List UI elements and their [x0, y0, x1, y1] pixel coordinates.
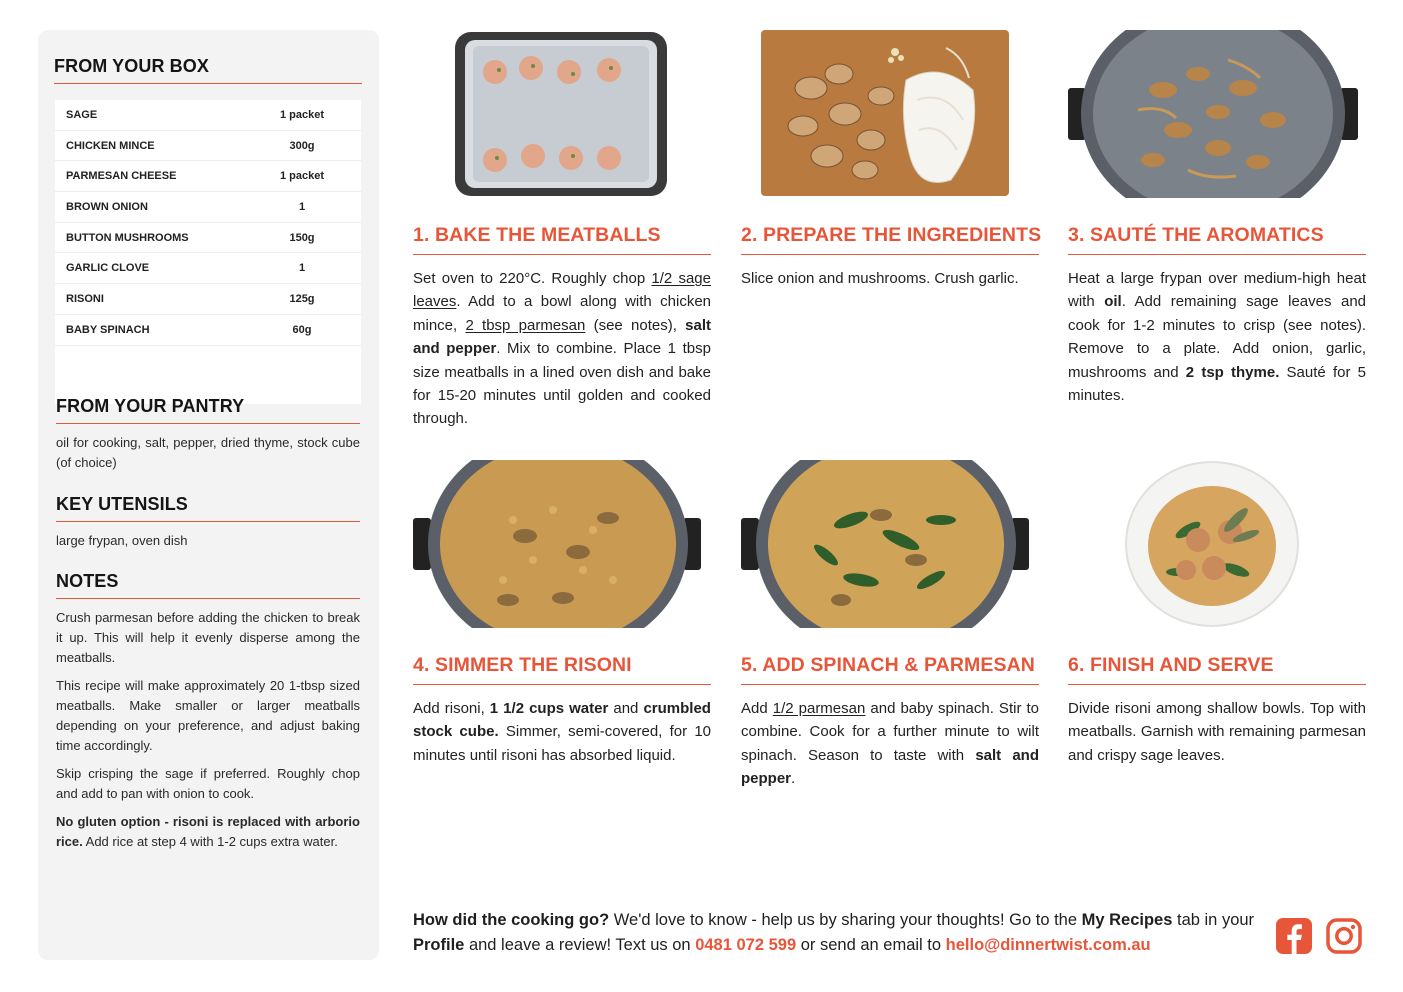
- ingredient-name: GARLIC CLOVE: [66, 262, 150, 275]
- step-5-photo: [741, 460, 1039, 628]
- step-2: [741, 30, 1042, 290]
- ingredient-name: BUTTON MUSHROOMS: [66, 231, 189, 244]
- note-paragraph: [56, 812, 360, 852]
- ingredient-qty: 60g: [292, 323, 312, 336]
- step-4-text: Add risoni, 1 1/2 cups water and crumbled stock cube. Simmer, semi-covered, for 10 minutes until risoni has absorbed liquid.: [413, 700, 712, 764]
- utensils-text: large frypan, oven dish: [56, 533, 188, 548]
- step-1-text: Set oven to 220°C. Roughly chop 1/2 sage leaves. Add to a bowl along with chicken mince, 2 tbsp parmesan (see notes), salt and pepper. Mix to combine. Place 1 tbsp size meatballs in a lined oven dish and bake for 15-20 minutes until golden and cooked through.: [413, 270, 711, 428]
- step-3-photo: [1068, 30, 1366, 198]
- note-paragraph: This recipe will make approximately 20 1-tbsp sized meatballs. Make smaller or larger meatballs depending on your preference, and adjust baking time accordingly.: [56, 678, 360, 753]
- ingredient-qty: 1: [298, 262, 306, 275]
- table-row: [55, 100, 361, 131]
- step-6-text: Divide risoni among shallow bowls. Top with meatballs. Garnish with remaining parmesan and crispy sage leaves.: [1068, 700, 1366, 764]
- step-6-title: 6. FINISH AND SERVE: [1068, 654, 1366, 685]
- step-1-photo: [413, 30, 711, 198]
- ingredient-qty: 1: [298, 200, 306, 213]
- notes-title: NOTES: [56, 571, 360, 599]
- facebook-icon[interactable]: [1275, 917, 1313, 955]
- ingredient-name: CHICKEN MINCE: [66, 139, 155, 152]
- ingredient-name: RISONI: [66, 292, 104, 305]
- pantry-title: FROM YOUR PANTRY: [56, 396, 360, 424]
- note-paragraph: Skip crisping the sage if preferred. Roughly chop and add to pan with onion to cook.: [56, 766, 360, 801]
- table-row: [55, 161, 361, 192]
- risoni-pan-image: [413, 460, 711, 628]
- from-your-box-title: FROM YOUR BOX: [54, 56, 362, 84]
- ingredient-name: BROWN ONION: [66, 200, 148, 213]
- ingredient-qty: 1 packet: [279, 170, 325, 183]
- step-5: [741, 460, 1039, 791]
- table-row: [55, 315, 361, 346]
- note-paragraph: Crush parmesan before adding the chicken to break it up. This will help it evenly disperse among the meatballs.: [56, 610, 360, 665]
- step-4-title: 4. SIMMER THE RISONI: [413, 654, 711, 685]
- step-5-title: 5. ADD SPINACH & PARMESAN: [741, 654, 1039, 685]
- table-row: [55, 223, 361, 254]
- step-5-text: Add 1/2 parmesan and baby spinach. Stir to combine. Cook for a further minute to wilt spinach. Season to taste with salt and pepper.: [741, 700, 1039, 788]
- step-2-text: Slice onion and mushrooms. Crush garlic.: [741, 270, 1019, 287]
- step-3: [1068, 30, 1366, 407]
- note-text: Add rice at step 4 with 1-2 cups extra water.: [82, 834, 338, 849]
- pantry-text: oil for cooking, salt, pepper, dried thyme, stock cube (of choice): [56, 435, 360, 470]
- plated-dish-image: [1068, 460, 1366, 628]
- phone-link[interactable]: 0481 072 599: [695, 936, 797, 954]
- footer-message: How did the cooking go? We'd love to know - help us by sharing your thoughts! Go to the My Recipes tab in your Profile and leave a review! Text us on 0481 072 599 or send an email to hello@dinnertwist.com.au: [413, 911, 1255, 954]
- ingredient-name: PARMESAN CHEESE: [66, 170, 177, 183]
- step-6-photo: [1068, 460, 1366, 628]
- step-6: [1068, 460, 1366, 767]
- meatballs-tray-image: [413, 30, 711, 198]
- sidebar: [38, 30, 379, 960]
- note-bold: No gluten option - risoni is replaced with arborio rice.: [56, 814, 360, 849]
- step-4-photo: [413, 460, 711, 628]
- ingredient-qty: 300g: [289, 139, 315, 152]
- frypan-aromatics-image: [1068, 30, 1366, 198]
- table-row: [55, 253, 361, 284]
- step-1: [413, 30, 711, 431]
- notes-section: [56, 571, 360, 860]
- step-2-photo: [741, 30, 1039, 198]
- cutting-board-image: [741, 30, 1039, 198]
- table-row: [55, 284, 361, 315]
- instagram-icon[interactable]: [1325, 917, 1363, 955]
- step-3-title: 3. SAUTÉ THE AROMATICS: [1068, 224, 1366, 255]
- step-2-title: 2. PREPARE THE INGREDIENTS: [741, 224, 1039, 255]
- step-4: [413, 460, 711, 767]
- ingredient-qty: 1 packet: [279, 108, 325, 121]
- step-1-title: 1. BAKE THE MEATBALLS: [413, 224, 711, 255]
- table-row: [55, 192, 361, 223]
- email-link[interactable]: hello@dinnertwist.com.au: [945, 936, 1151, 954]
- ingredient-name: BABY SPINACH: [66, 323, 150, 336]
- pantry-section: [56, 396, 360, 473]
- ingredient-qty: 150g: [289, 231, 315, 244]
- ingredients-table: [55, 100, 361, 404]
- step-3-text: Heat a large frypan over medium-high heat with oil. Add remaining sage leaves and cook for 1-2 minutes to crisp (see notes). Remove to a plate. Add onion, garlic, mushrooms and 2 tsp thyme. Sauté for 5 minutes.: [1068, 270, 1367, 405]
- ingredient-name: SAGE: [66, 108, 98, 121]
- utensils-title: KEY UTENSILS: [56, 494, 360, 522]
- spinach-pan-image: [741, 460, 1039, 628]
- ingredient-qty: 125g: [289, 292, 315, 305]
- table-row: [55, 131, 361, 162]
- utensils-section: [56, 494, 360, 551]
